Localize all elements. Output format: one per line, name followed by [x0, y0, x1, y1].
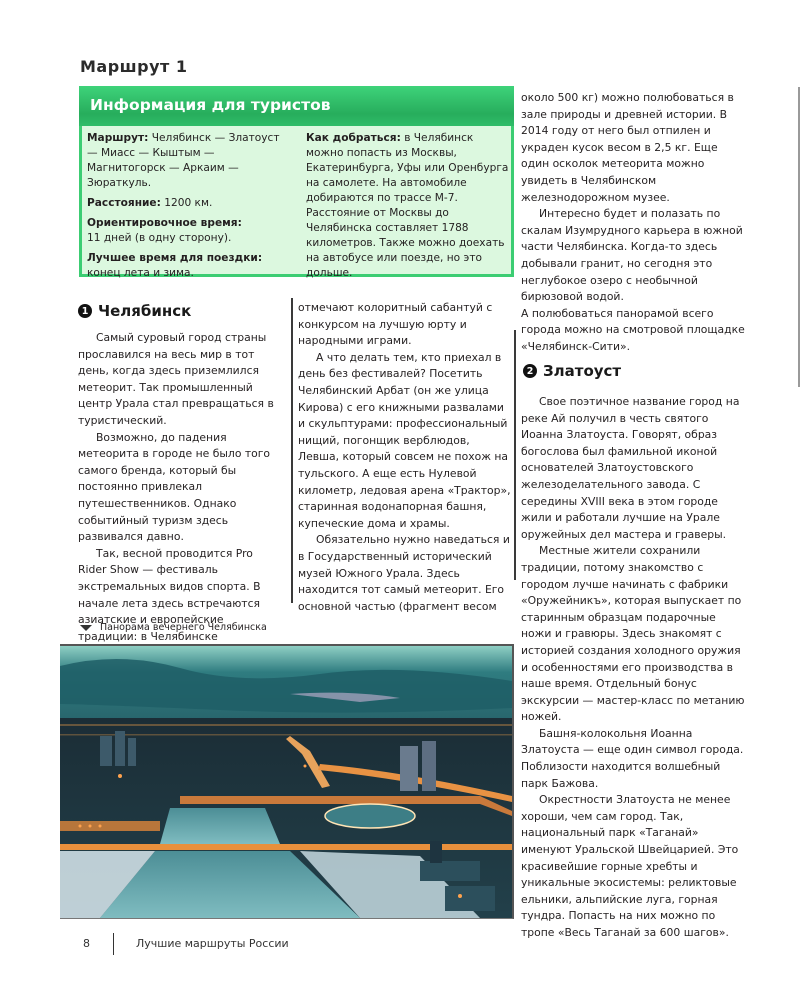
paragraph: отмечают колоритный сабантуй с конкурсом на лучшую юрту и народными играми. [298, 301, 493, 348]
info-distance: Расстояние: 1200 км. [87, 197, 213, 209]
paragraph: Обязательно нужно наведаться и в Государственный исторический музей Южного Урала. Здесь находится тот самый метеорит. Его основной частью (фрагмент весом [298, 533, 510, 613]
section-heading-zlatoust [523, 362, 621, 380]
photo-caption [80, 622, 267, 633]
page-number: 8 [83, 937, 90, 950]
arena-roof [325, 804, 415, 828]
number-badge: 1 [78, 304, 92, 318]
paragraph: Окрестности Златоуста не менее хороши, чем сам город. Так, национальный парк «Таганай» именуют Уральской Швейцарией. Это красивейшие горные хребты и уникальные экосистемы: реликтовые ельники, альпийские луга, горная тундра. Попасть на них можно по тропе «Весь Таганай за 600 шагов». [521, 793, 739, 939]
paragraph: Самый суровый город страны прославился на весь мир в тот день, когда здесь приземлился метеорит. Так промышленный центр Урала стал превращаться в туристический. [78, 331, 274, 427]
paragraph: Возможно, до падения метеорита в городе не было того самого бренда, который бы постоянно привлекал путешественников. Однако событийный туризм здесь развивался давно. [78, 430, 271, 544]
info-box-header: Информация для туристов [79, 86, 514, 126]
info-time: Ориентировочное время: 11 дней (в одну сторону). [87, 217, 242, 244]
paragraph: А полюбоваться панорамой всего города можно на смотровой площадке «Челябинск-Сити». [521, 306, 745, 353]
section-title: Челябинск [98, 302, 192, 320]
frozen-river-upper [160, 808, 280, 844]
info-left-column [87, 131, 287, 286]
text-column-3-zlatoust [521, 394, 746, 942]
info-how-to-get: Как добраться: в Челябинск можно попасть из Москвы, Екатеринбурга, Уфы или Оренбурга на самолете. На автомобиле добираются по трассе М-7. Расстояние от Москвы до Челябинска составляет 1788 километров. Также можно доехать на автобусе или поезде, но это дольше. [306, 132, 509, 279]
paragraph: А что делать тем, кто приехал в день без фестивалей? Посетить Челябинский Арбат (он же улица Кирова) с его книжными развалами и скульптурами: профессиональный нищий, погонщик верблюдов, Левша, который совсем не похож на тульского. А еще есть Нулевой километр, ледовая арена «Трактор», старинная водонапорная башня, купеческие дома и храмы. [298, 350, 511, 530]
panorama-image [60, 646, 512, 918]
section-title: Златоуст [543, 362, 622, 380]
paragraph: Свое поэтичное название город на реке Ай получил в честь святого Иоанна Златоуста. Говорят, образ богослова был фамильной иконой основателей Златоустовского железоделательного завода. С середины XVIII века в этом городе жили и работали лучшие на Урале оружейных дел мастера и граверы. [521, 395, 740, 541]
column-divider [291, 298, 293, 603]
text-column-3 [521, 90, 746, 356]
section-heading-chelyabinsk [78, 302, 191, 320]
info-right-column [306, 131, 511, 286]
paragraph: Башня-колокольня Иоанна Златоуста — еще один символ города. Поблизости находится волшебный парк Бажова. [521, 726, 744, 790]
paragraph: Местные жители сохранили традиции, потому знакомство с городом лучше начинать с фабрики «Оружейникъ», которая выпускает по старинным образцам подарочные ножи и гравюры. Здесь знакомят с историей создания холодного оружия и особенностями его производства в наше время. Отдельный бонус экскурсии — мастер-класс по метанию ножей. [521, 544, 745, 724]
footer-divider [113, 933, 114, 955]
paragraph: Интересно будет и полазать по скалам Изумрудного карьера в южной части Челябинска. Когда-то здесь добывали гранит, но сегодня это неглубокое озеро с необычной бирюзовой водой. [521, 207, 743, 304]
city-panorama-photo [60, 644, 514, 919]
paragraph: около 500 кг) можно полюбоваться в зале природы и древней истории. В 2014 году от него был отпилен и украден кусок весом в 2,5 кг. Еще один осколок метеорита можно увидеть в Челябинском железнодорожном музее. [521, 91, 734, 204]
text-column-2 [298, 300, 513, 615]
book-title: Лучшие маршруты России [136, 937, 289, 950]
info-route: Маршрут: Челябинск — Златоуст — Миасс — Кыштым — Магнитогорск — Аркаим — Зюраткуль. [87, 132, 280, 189]
number-badge: 2 [523, 364, 537, 378]
route-title: Маршрут 1 [80, 57, 188, 76]
photo-caption-text: Панорама вечернего Челябинска [100, 622, 267, 633]
paragraph: Так, весной проводится Pro Rider Show — фестиваль экстремальных видов спорта. В начале лета здесь встречаются азиатские и европейские традиции: в Челябинске [78, 546, 261, 643]
column-divider [514, 330, 516, 580]
triangle-down-icon [80, 625, 92, 631]
text-column-1 [78, 330, 284, 645]
info-best-time: Лучшее время для поездки: конец лета и зима. [87, 252, 263, 279]
